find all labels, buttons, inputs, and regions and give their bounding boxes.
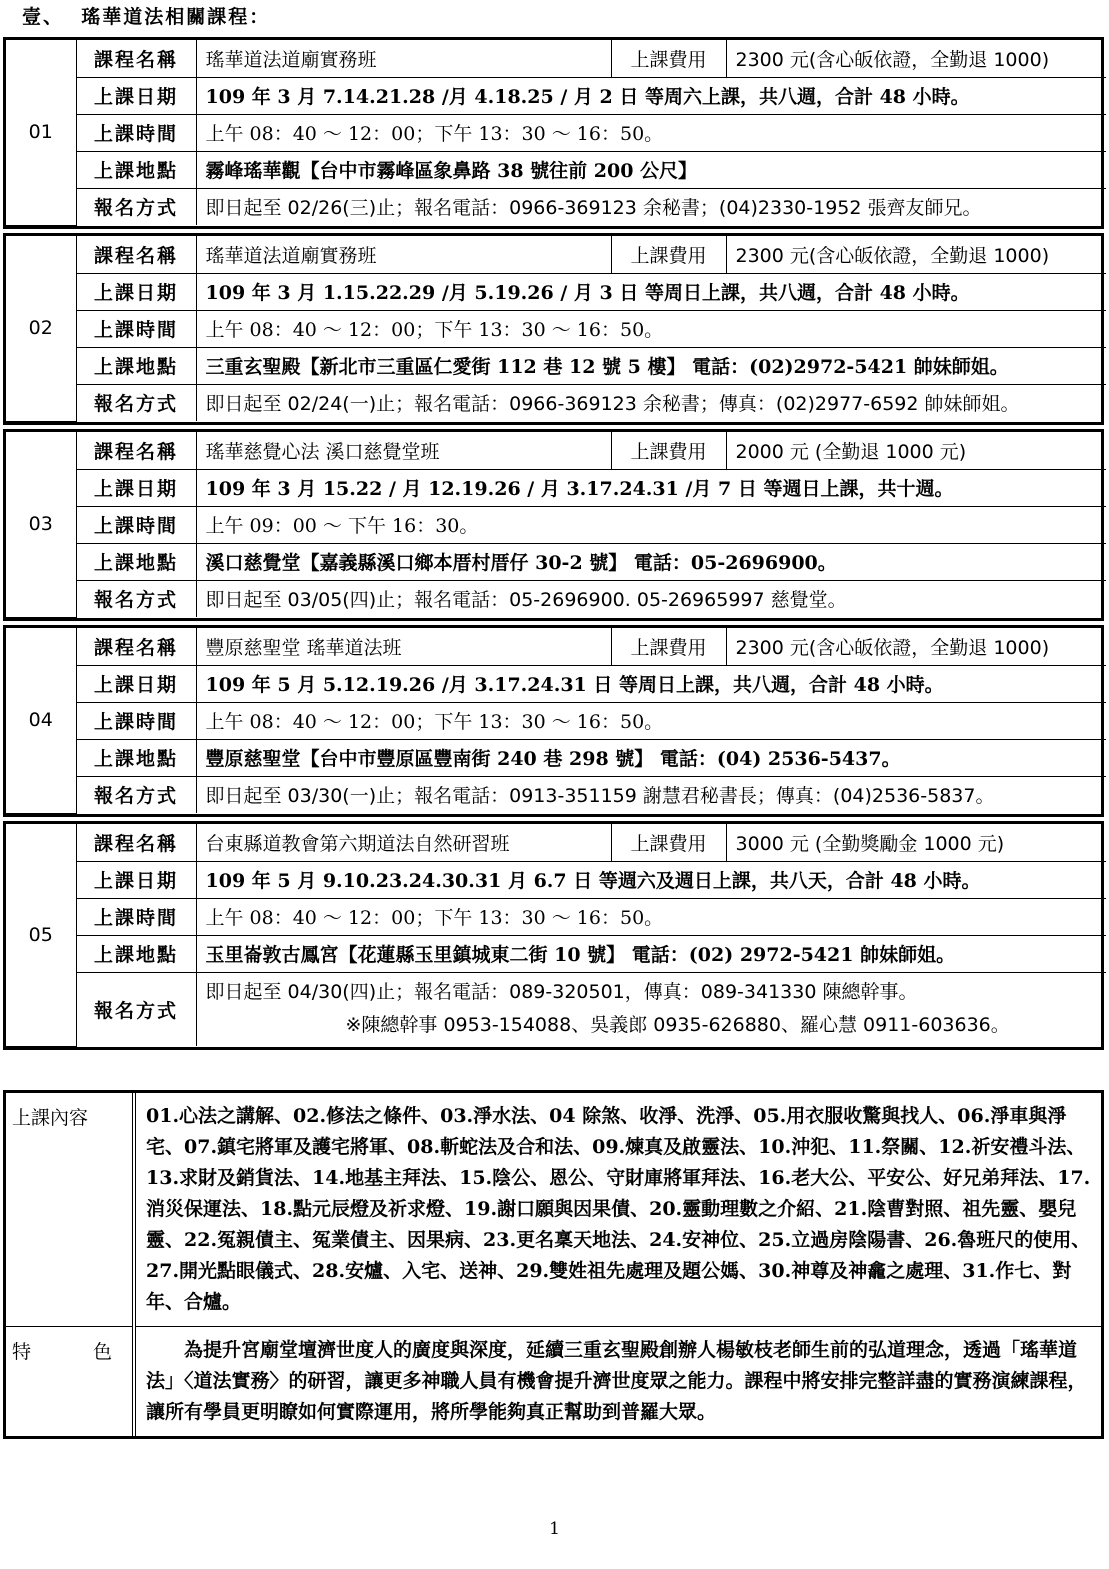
label-signup: 報名方式 — [76, 776, 196, 813]
label-signup: 報名方式 — [76, 384, 196, 421]
course-block-01 — [3, 37, 1104, 229]
label-fee: 上課費用 — [611, 824, 726, 861]
section-heading: 壹、 瑤華道法相關課程： — [22, 6, 271, 28]
course-signup: 即日起至 02/24(一)止；報名電話：0966-369123 余秘書；傳真：(02)2977-6592 帥妹師姐。 — [196, 384, 1106, 421]
course-place: 霧峰瑤華觀【台中市霧峰區象鼻路 38 號往前 200 公尺】 — [196, 151, 1106, 188]
label-course-name: 課程名稱 — [76, 236, 196, 273]
course-block-04 — [3, 625, 1104, 817]
course-time: 上午 09：00 ～ 下午 16：30。 — [196, 506, 1106, 543]
label-place: 上課地點 — [76, 543, 196, 580]
label-date: 上課日期 — [76, 273, 196, 310]
label-feature-cell — [6, 1327, 134, 1437]
label-time: 上課時間 — [76, 310, 196, 347]
course-number: 04 — [6, 628, 76, 813]
course-signup-contacts: ※陳總幹事 0953-154088、吳義郎 0935-626880、羅心慧 0911-603636。 — [345, 1014, 1010, 1037]
label-signup: 報名方式 — [76, 188, 196, 225]
course-signup: 即日起至 04/30(四)止；報名電話：089-320501，傳真：089-341330 陳總幹事。 — [205, 981, 918, 1004]
course-place: 豐原慈聖堂【台中市豐原區豐南街 240 巷 298 號】 電話：(04) 2536-5437。 — [196, 739, 1106, 776]
label-course-name: 課程名稱 — [76, 628, 196, 665]
label-fee: 上課費用 — [611, 628, 726, 665]
label-course-name: 課程名稱 — [76, 40, 196, 77]
course-place: 三重玄聖殿【新北市三重區仁愛街 112 巷 12 號 5 樓】 電話：(02)2972-5421 帥妹師姐。 — [196, 347, 1106, 384]
course-name: 台東縣道教會第六期道法自然研習班 — [196, 824, 611, 861]
page-number: 1 — [549, 1519, 560, 1539]
course-fee: 2300 元(含心皈依證，全勤退 1000) — [726, 628, 1106, 665]
label-fee: 上課費用 — [611, 236, 726, 273]
label-signup: 報名方式 — [76, 972, 196, 1046]
course-name: 瑤華道法道廟實務班 — [196, 40, 611, 77]
course-signup: 即日起至 03/30(一)止；報名電話：0913-351159 謝慧君秘書長；傳真：(04)2536-5837。 — [196, 776, 1106, 813]
label-content: 上課內容 — [6, 1093, 134, 1327]
course-block-05 — [3, 821, 1104, 1050]
course-block-03 — [3, 429, 1104, 621]
label-fee: 上課費用 — [611, 40, 726, 77]
label-feature-b: 色 — [92, 1341, 112, 1363]
label-date: 上課日期 — [76, 665, 196, 702]
course-date: 109 年 5 月 9.10.23.24.30.31 月 6.7 日 等週六及週日上課，共八天，合計 48 小時。 — [196, 861, 1106, 898]
course-number: 05 — [6, 824, 76, 1046]
course-fee: 3000 元 (全勤獎勵金 1000 元) — [726, 824, 1106, 861]
label-course-name: 課程名稱 — [76, 824, 196, 861]
course-time: 上午 08：40 ～ 12：00；下午 13：30 ～ 16：50。 — [196, 702, 1106, 739]
course-fee: 2300 元(含心皈依證，全勤退 1000) — [726, 236, 1106, 273]
course-time: 上午 08：40 ～ 12：00；下午 13：30 ～ 16：50。 — [196, 310, 1106, 347]
course-signup-cell — [196, 972, 1106, 1046]
course-date: 109 年 3 月 1.15.22.29 /月 5.19.26 / 月 3 日 等周日上課，共八週，合計 48 小時。 — [196, 273, 1106, 310]
course-block-02 — [3, 233, 1104, 425]
course-time: 上午 08：40 ～ 12：00；下午 13：30 ～ 16：50。 — [196, 114, 1106, 151]
label-time: 上課時間 — [76, 702, 196, 739]
course-date: 109 年 3 月 7.14.21.28 /月 4.18.25 / 月 2 日 等周六上課，共八週，合計 48 小時。 — [196, 77, 1106, 114]
course-name: 豐原慈聖堂 瑤華道法班 — [196, 628, 611, 665]
label-place: 上課地點 — [76, 739, 196, 776]
label-feature-a: 特 — [12, 1341, 32, 1363]
course-feature: 為提升宮廟堂壇濟世度人的廣度與深度，延續三重玄聖殿創辦人楊敏枝老師生前的弘道理念，透過「瑤華道法」〈道法實務〉的研習，讓更多神職人員有機會提升濟世度眾之能力。課程中將安排完整詳盡的實務演練課程，讓所有學員更明瞭如何實際運用，將所學能夠真正幫助到普羅大眾。 — [134, 1327, 1101, 1437]
course-name: 瑤華道法道廟實務班 — [196, 236, 611, 273]
course-number: 02 — [6, 236, 76, 421]
course-place: 玉里崙敦古鳳宮【花蓮縣玉里鎮城東二街 10 號】 電話：(02) 2972-5421 帥妹師姐。 — [196, 935, 1106, 972]
label-date: 上課日期 — [76, 861, 196, 898]
label-place: 上課地點 — [76, 935, 196, 972]
course-content: 01.心法之講解、02.修法之條件、03.淨水法、04 除煞、收淨、洗淨、05.用衣服收驚與找人、06.淨車與淨宅、07.鎮宅將軍及護宅將軍、08.斬蛇法及合和法、09.煉真及啟靈法、10.沖犯、11.祭關、12.祈安禮斗法、13.求財及銷貨法、14.地基主拜法、15.陰公、恩公、守財庫將軍拜法、16.老大公、平安公、好兄弟拜法、17.消災保運法、18.點元辰燈及祈求燈、19.謝口願與因果債、20.靈動理數之介紹、21.陰曹對照、祖先靈、嬰兒靈、22.冤親債主、冤業債主、因果病、23.更名稟天地法、24.安神位、25.立過房陰陽書、26.魯班尺的使用、27.開光點眼儀式、28.安爐、入宅、送神、29.雙姓祖先處理及題公媽、30.神尊及神龕之處理、31.作七、對年、合爐。 — [134, 1093, 1101, 1327]
course-date: 109 年 3 月 15.22 / 月 12.19.26 / 月 3.17.24.31 /月 7 日 等週日上課，共十週。 — [196, 469, 1106, 506]
label-time: 上課時間 — [76, 114, 196, 151]
course-time: 上午 08：40 ～ 12：00；下午 13：30 ～ 16：50。 — [196, 898, 1106, 935]
course-place: 溪口慈覺堂【嘉義縣溪口鄉本厝村厝仔 30-2 號】 電話：05-2696900。 — [196, 543, 1106, 580]
label-date: 上課日期 — [76, 77, 196, 114]
course-number: 03 — [6, 432, 76, 617]
label-time: 上課時間 — [76, 506, 196, 543]
course-signup: 即日起至 03/05(四)止；報名電話：05-2696900. 05-26965997 慈覺堂。 — [196, 580, 1106, 617]
course-info-table — [3, 1090, 1104, 1439]
label-time: 上課時間 — [76, 898, 196, 935]
label-place: 上課地點 — [76, 151, 196, 188]
course-date: 109 年 5 月 5.12.19.26 /月 3.17.24.31 日 等周日上課，共八週，合計 48 小時。 — [196, 665, 1106, 702]
course-signup: 即日起至 02/26(三)止；報名電話：0966-369123 余秘書；(04)2330-1952 張齊友師兄。 — [196, 188, 1106, 225]
label-fee: 上課費用 — [611, 432, 726, 469]
label-course-name: 課程名稱 — [76, 432, 196, 469]
label-signup: 報名方式 — [76, 580, 196, 617]
course-fee: 2000 元 (全勤退 1000 元) — [726, 432, 1106, 469]
course-fee: 2300 元(含心皈依證，全勤退 1000) — [726, 40, 1106, 77]
course-name: 瑤華慈覺心法 溪口慈覺堂班 — [196, 432, 611, 469]
label-date: 上課日期 — [76, 469, 196, 506]
course-number: 01 — [6, 40, 76, 225]
label-place: 上課地點 — [76, 347, 196, 384]
